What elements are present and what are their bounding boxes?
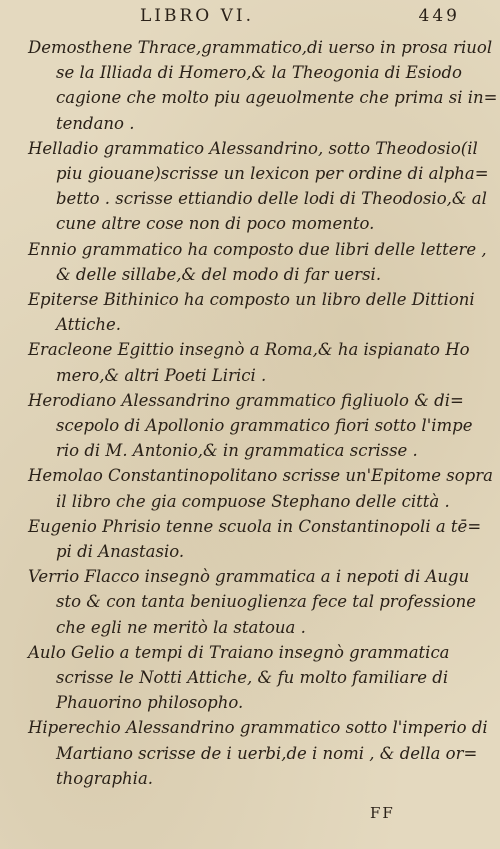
entry: [28, 337, 490, 387]
text-line: se la Illiada di Homero,& la Theogonia di Esiodo: [56, 63, 462, 83]
text-line: thographia.: [56, 768, 154, 788]
running-header: [140, 6, 460, 26]
text-line: Aulo Gelio a tempi di Traiano insegnò grammatica: [28, 642, 450, 662]
signature-mark: FF: [370, 804, 395, 822]
text-line: cune altre cose non di poco momento.: [56, 214, 375, 234]
text-line: Verrio Flacco insegnò grammatica a i nepoti di Augu: [28, 567, 470, 587]
entry: [28, 237, 490, 287]
text-line: Demosthene Thrace,grammatico,di uerso in prosa riuol: [28, 38, 493, 57]
text-line: sto & con tanta beniuoglienza fece tal professione: [56, 592, 477, 612]
text-line: piu giouane)scrisse un lexicon per ordine di alpha=: [56, 164, 489, 184]
entry: [28, 463, 493, 513]
entry: [28, 35, 498, 136]
page-number: 449: [418, 6, 460, 26]
text-line: Martiano scrisse de i uerbi,de i nomi , & della or=: [56, 743, 478, 763]
text-line: mero,& altri Poeti Lirici .: [56, 365, 267, 385]
text-line: Attiche.: [56, 315, 122, 335]
body-text: [28, 35, 498, 791]
text-line: betto . scrisse ettiandio delle lodi di Theodosio,& al: [56, 189, 487, 209]
text-line: Hiperechio Alessandrino grammatico sotto l'imperio di: [28, 718, 488, 738]
entry: [28, 640, 490, 716]
text-line: che egli ne meritò la statoua .: [56, 617, 306, 637]
text-line: pi di Anastasio.: [56, 542, 185, 562]
text-line: scepolo di Apollonio grammatico fiori sotto l'impe: [56, 416, 473, 436]
text-line: Ennio grammatico ha composto due libri delle lettere ,: [28, 239, 487, 259]
text-line: il libro che gia compuose Stephano delle città .: [56, 491, 450, 511]
text-line: & delle sillabe,& del modo di far uersi.: [56, 264, 382, 284]
text-line: scrisse le Notti Attiche, & fu molto familiare di: [56, 668, 449, 688]
running-title: LIBRO VI.: [140, 6, 255, 26]
text-line: cagione che molto piu ageuolmente che prima si in=: [56, 88, 498, 108]
text-line: Epiterse Bithinico ha composto un libro delle Dittioni: [28, 290, 475, 310]
entry: [28, 287, 490, 337]
text-line: Eugenio Phrisio tenne scuola in Constantinopoli a tē=: [28, 516, 482, 536]
text-line: Eracleone Egittio insegnò a Roma,& ha ispianato Ho: [28, 340, 470, 360]
text-line: Herodiano Alessandrino grammatico figliuolo & di=: [28, 390, 464, 410]
entry: [28, 136, 490, 237]
text-line: Helladio grammatico Alessandrino, sotto Theodosio(il: [28, 138, 478, 158]
text-line: tendano .: [56, 113, 135, 133]
entry: [28, 388, 490, 464]
entry: [28, 514, 490, 564]
entry: [28, 564, 490, 640]
text-line: Phauorino philosopho.: [56, 693, 244, 713]
entry: [28, 715, 490, 791]
text-line: Hemolao Constantinopolitano scrisse un'Epitome sopra: [28, 466, 493, 486]
text-line: rio di M. Antonio,& in grammatica scrisse .: [56, 441, 418, 461]
